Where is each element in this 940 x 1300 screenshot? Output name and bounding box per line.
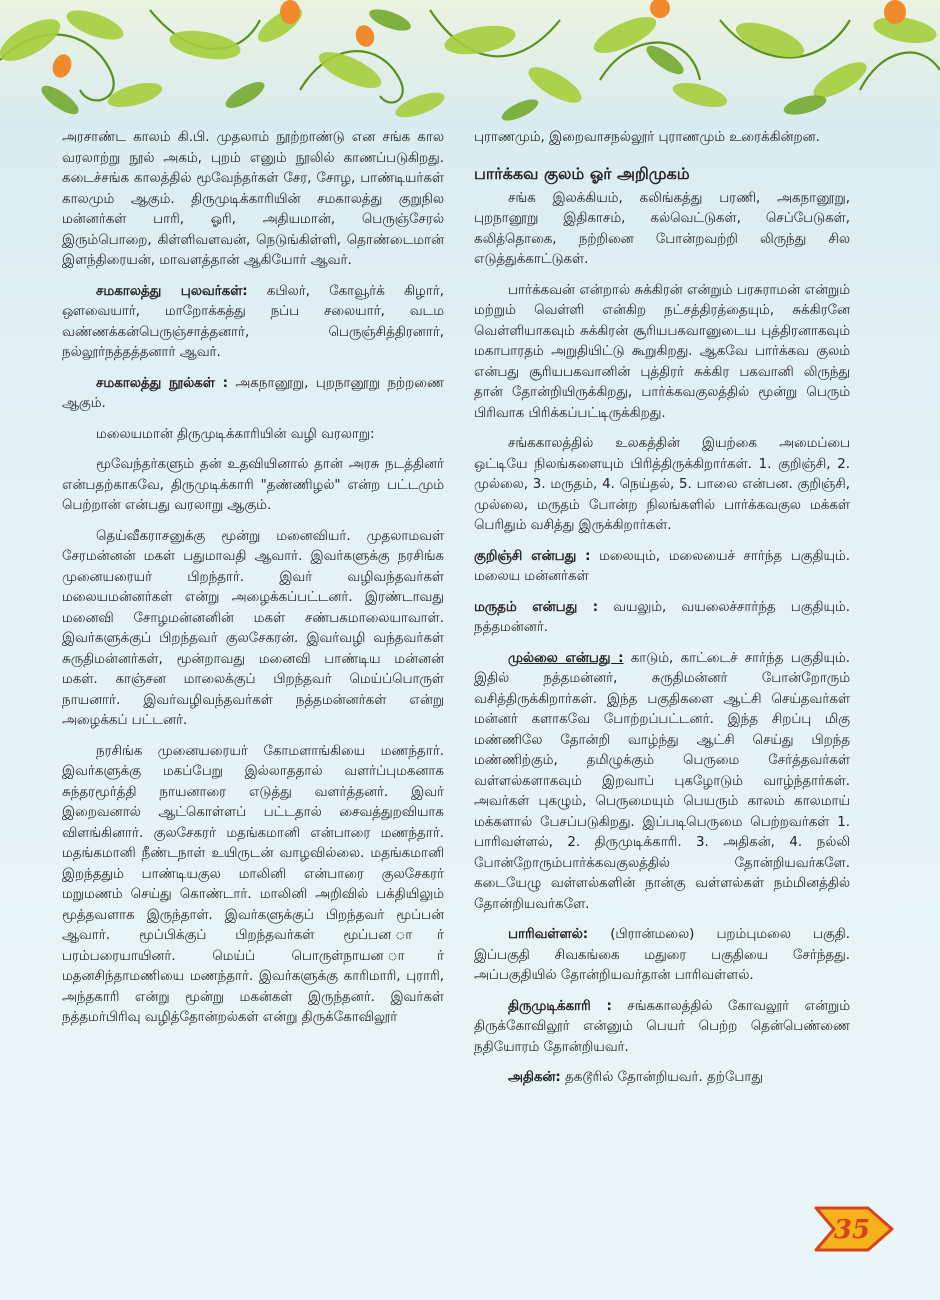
section-heading: பார்க்கவ குலம் ஓர் அறிமுகம் — [474, 163, 690, 183]
right-paragraph-9-text: சங்ககாலத்தில் கோவலூர் என்றும் திருக்கோவிலூர் என்னும் பெயர் பெற்ற தென்பெண்ணை நதியோரம் தோன்றியவர். — [474, 998, 850, 1055]
right-paragraph-9-lead: திருமுடிக்காரி : — [508, 998, 612, 1014]
right-paragraph-10 — [474, 1068, 850, 1089]
page-number: 35 — [833, 1215, 871, 1245]
right-paragraph-5-lead: குறிஞ்சி என்பது : — [474, 548, 591, 564]
right-paragraph-4: சங்ககாலத்தில் உலகத்தின் இயற்கை அமைப்பை ஒட்டியே நிலங்களையும் பிரித்திருக்கிறார்கள். 1. குறிஞ்சி, 2. முல்லை, 3. மருதம், 4. நெய்தல், 5. பாலை என்பன. குறிஞ்சி, முல்லை, மருதம் போன்ற நிலங்களில் பார்க்கவகுல மக்கள் பெரிதும் வசித்து இருக்கிறார்கள். — [474, 436, 850, 533]
left-paragraph-2-text: கபிலர், கோவூர்க் கிழார், ஔவையார், மாறோக்கத்து நப்ப சலையார், வடம வண்ணக்கன்பெருஞ்சாத்தனார், பெருஞ்சித்திரனார், நல்லூர்நத்தத்தனார் ஆவர். — [62, 283, 444, 360]
right-paragraph-6-lead: மருதம் என்பது : — [474, 599, 599, 615]
right-paragraph-7 — [474, 649, 850, 916]
right-paragraph-6 — [474, 598, 850, 639]
right-paragraph-8 — [474, 925, 850, 987]
left-paragraph-3 — [62, 374, 444, 415]
right-paragraph-6-text: வயலும், வயலைச்சார்ந்த பகுதியும். நத்தமன்னர். — [474, 599, 851, 635]
right-paragraph-3: பார்க்கவன் என்றால் சுக்கிரன் என்றும் பரசுராமன் என்றும் மற்றும் வெள்ளி என்கிற நட்சத்திரத்தையும், சுக்கிரனே வெள்ளியாகவும் சுக்கிரன் சூரியபகவானுடைய புத்திரனாகவும் மகாபாரதம் அறுதியிட்டு கூறுகிறது. ஆகவே பார்க்கவ குலம் என்பது சூரியபகவானின் புத்திரர் சுக்கிர பகவானி லிருந்து தான் தோன்றியிருக்கிறது, பார்க்கவகுலத்தில் மூன்று பெரும் பிரிவாக பிரிக்கப்பட்டிருக்கிறது. — [474, 282, 850, 421]
floral-banner — [0, 0, 940, 130]
right-paragraph-2: சங்க இலக்கியம், கலிங்கத்து பரணி, அகநானூறு, புறநானூறு இதிகாசம், கல்வெட்டுகள், செப்பேடுகள், கலித்தொகை, நற்றினை போன்றவற்றி லிருந்து சில எடுத்துக்காட்டுகள். — [474, 190, 850, 267]
right-paragraph-7-text: காடும், காட்டைச் சார்ந்த பகுதியும். இதில் நத்தமன்னர், சுருதிமன்னர் போன்றோரும் வசித்திருக்கிறார்கள். இந்த பகுதிகளை ஆட்சி செய்தவர்கள் மன்னர் களாகவே போற்றப்பட்டனர். இந்த சிறப்பு மிகு மண்ணிலே தோன்றி வாழ்ந்து ஆட்சி செய்து பிறந்த மண்ணிற்கும், தமிழுக்கும் பெருமை சேர்த்தவர்கள் வள்ளல்களாகவும் இறவாப் புகழோடும் வாழ்ந்தார்கள். அவர்கள் புகழும், பெருமையும் பெயரும் காலம் காலமாய் மக்களால் பேசப்படுகிறது. இப்படிபெருமை பெற்றவர்கள் 1. பாரிவள்ளல், 2. திருமுடிக்காரி. 3. அதிகன், 4. நல்லி போன்றோரும்பார்க்கவகுலத்தில் தோன்றியவர்களே. கடையேழு வள்ளல்களின் நான்கு வள்ளல்கள் நம்மினத்தில் தோன்றியவர்களே. — [474, 650, 850, 912]
right-paragraph-8-text: (பிரான்மலை) பறம்புமலை பகுதி. இப்பகுதி சிவகங்கை மதுரை பகுதியை சேர்ந்தது. அப்பகுதியில் தோன்றியவர்தான் பாரிவள்ளல். — [474, 927, 850, 983]
right-paragraph-1: புராணமும், இறைவாசநல்லூர் புராணமும் உரைக்கின்றன. — [474, 130, 820, 145]
left-paragraph-1: அரசாண்ட காலம் கி.பி. முதலாம் நூற்றாண்டு என சங்க கால வரலாற்று நூல் அகம், புறம் எனும் நூலில் காணப்படுகிறது. கடைச்சங்க காலத்தில் மூவேந்தர்கள் சேர, சோழ, பாண்டியர்கள் காலமும் ஆகும். திருமுடிக்காரியின் சமகாலத்து குறுநில மன்னர்கள் பாரி, ஓரி, அதியமான், பெருஞ்சேரல் இரும்பொறை, கிள்ளிவளவன், நெடுங்கிள்ளி, தொண்டைமான் இளந்திரையன், மாவளத்தான் ஆகியோர் ஆவர். — [62, 130, 444, 268]
right-paragraph-8-lead: பாரிவள்ளல்: — [508, 927, 589, 942]
right-paragraph-9 — [474, 997, 850, 1059]
left-paragraph-3-text: அகநானூறு, புறநானூறு நற்றணை ஆகும். — [62, 375, 444, 411]
left-paragraph-2 — [62, 282, 444, 364]
right-paragraph-7-lead: முல்லை என்பது : — [508, 650, 624, 666]
left-column — [62, 128, 444, 1039]
left-paragraph-3-lead: சமகாலத்து நூல்கள் : — [96, 375, 228, 391]
left-paragraph-4: மலையமான் திருமுடிக்காரியின் வழி வரலாறு: — [96, 426, 375, 442]
right-paragraph-10-lead: அதிகன்: — [508, 1070, 561, 1085]
left-paragraph-5: மூவேந்தர்களும் தன் உதவியினால் தான் அரசு நடத்தினர் என்பதற்காகவே, திருமுடிக்காரி "தண்ணிழல்" என்ற பட்டமும் பெற்றான் என்பது வரலாறு ஆகும். — [62, 457, 444, 513]
left-paragraph-2-lead: சமகாலத்து புலவர்கள்: — [96, 283, 248, 299]
right-column — [474, 128, 850, 1099]
left-paragraph-6: தெய்வீகராசனுக்கு மூன்று மனைவியர். முதலாமவள் சேரமன்னன் மகள் பதுமாவதி ஆவார். இவர்களுக்கு நரசிங்க முனையரையர் பிறந்தார். இவர் வழிவந்தவர்கள் மலையமன்னர்கள் என்று அழைக்கப்பட்டனர். இரண்டாவது மனைவி சோழமன்னனின் மகள் சண்பகமாலையாவாள். இவர்களுக்குப் பிறந்தவர் குலசேகரன். இவர்வழி வந்தவர்கள் சுருதிமன்னர்கள், மூன்றாவது மனைவி பாண்டிய மன்னன் மகள். காஞ்சன மாலைக்குப் பிறந்தவர் மெய்ப்பொருள் நாயனார். இவர்வழிவந்தவர்கள் நத்தமன்னர்கள் என்று அழைக்கப் பட்டனர். — [62, 528, 444, 728]
right-paragraph-10-text: தகடூரில் தோன்றியவர். தற்போது — [560, 1070, 763, 1085]
right-paragraph-5 — [474, 547, 850, 588]
page-number-badge — [812, 1204, 896, 1254]
right-paragraph-5-text: மலையும், மலையைச் சார்ந்த பகுதியும். மலைய மன்னர்கள் — [474, 548, 850, 584]
left-paragraph-7: நரசிங்க முனையரையர் கோமளாங்கியை மணந்தார். இவர்களுக்கு மகப்பேறு இல்லாததால் வளர்ப்புமகனாக சுந்தரமூர்த்தி நாயனாரை எடுத்து வளர்த்தனர். இவர் இறைவனால் ஆட்கொள்ளப் பட்டதால் சைவத்துறவியாக விளங்கினார். குலசேகரர் மதங்கமானி என்பாரை மணந்தார். மதங்கமானி நீண்டநாள் உயிருடன் வாழவில்லை. மதங்கமானி இறந்ததும் பாண்டியகுல மாலினி என்பாரை குலசேகரர் மறுமணம் செய்து கொண்டார். மாலினி அறிவில் பக்தியிலும் மூத்தவளாக இருந்தாள். இவர்களுக்குப் பிறந்தவர் மூப்பன் ஆவார். மூப்பிக்குப் பிறந்தவர்கள் மூப்பன ார் பரம்பரையாயினர். மெய்ப் பொருள்நாயன ார் மதனசிந்தாமணியை மணந்தார். இவர்களுக்கு காரிமாரி, புராரி, அந்தகாரி என்று மூன்று மகன்கள் இருந்தனர். இவர்கள் நத்தமர்பிரிவு வழித்தோன்றல்கள் என்று திருக்கோவிலூர் — [62, 743, 444, 1025]
